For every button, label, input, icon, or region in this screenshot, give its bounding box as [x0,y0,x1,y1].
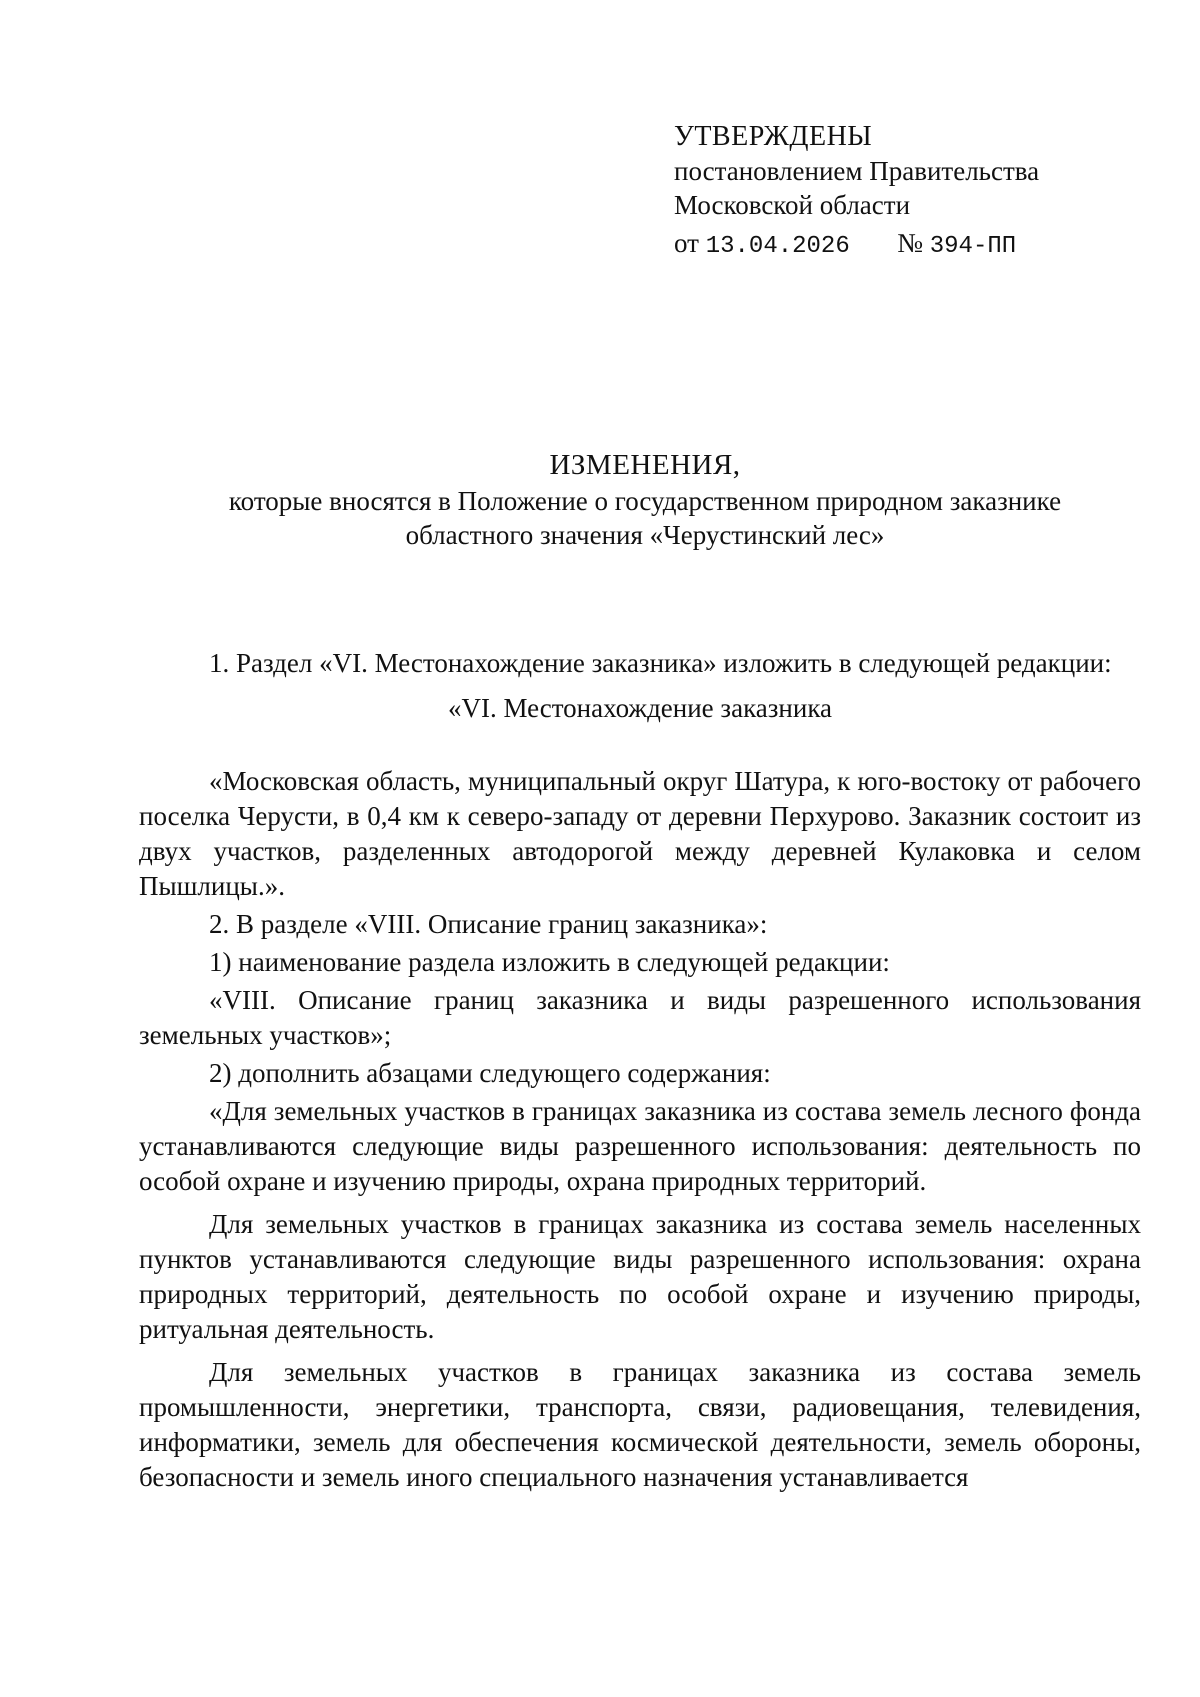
number-sign: № [897,228,923,258]
date-prefix: от [674,228,699,258]
approval-line-2: Московской области [674,190,911,220]
paragraph-3: 2. В разделе «VIII. Описание границ заказника»: [209,909,768,939]
approval-date: 13.04.2026 [705,233,850,260]
paragraph-5: «VIII. Описание границ заказника и виды разрешенного использования земельных участков»; [139,985,1141,1050]
approval-stamp [674,120,1039,264]
document-subtitle-line-2: областного значения «Черустинский лес» [405,520,885,550]
document-heading [140,448,1150,552]
approval-date-line [674,226,1039,264]
approval-line-1: постановлением Правительства [674,156,1040,186]
section-heading: «VI. Местонахождение заказника [447,693,833,723]
paragraph-9: Для земельных участков в границах заказника из состава земель промышленности, энергетики, транспорта, связи, радиовещания, телевидения, информатики, земель для обеспечения космической деятельности, земель обороны, безопасности и земель иного специального назначения устанавливается [139,1357,1141,1492]
paragraph-2: «Московская область, муниципальный округ Шатура, к юго-востоку от рабочего поселка Черусти, в 0,4 км к северо-западу от деревни Перхурово. Заказник состоит из двух участков, разделенных автодорогой между деревней Кулаковка и селом Пышлицы.». [139,766,1141,901]
paragraph-4: 1) наименование раздела изложить в следующей редакции: [209,947,890,977]
document-title: ИЗМЕНЕНИЯ, [549,449,741,481]
paragraph-1: 1. Раздел «VI. Местонахождение заказника» изложить в следующей редакции: [209,648,1112,678]
document-subtitle-line-1: которые вносятся в Положение о государственном природном заказнике [228,486,1062,516]
document-body [139,646,1141,1495]
approval-title: УТВЕРЖДЕНЫ [674,121,873,152]
paragraph-6: 2) дополнить абзацами следующего содержания: [209,1058,771,1088]
paragraph-7: «Для земельных участков в границах заказника из состава земель лесного фонда устанавливаются следующие виды разрешенного использования: деятельность по особой охране и изучению природы, охрана природных территорий. [139,1096,1141,1196]
paragraph-8: Для земельных участков в границах заказника из состава земель населенных пунктов устанавливаются следующие виды разрешенного использования: охрана природных территорий, деятельность по особой охране и изучению природы, ритуальная деятельность. [139,1209,1141,1344]
approval-number: 394-ПП [929,233,1017,260]
